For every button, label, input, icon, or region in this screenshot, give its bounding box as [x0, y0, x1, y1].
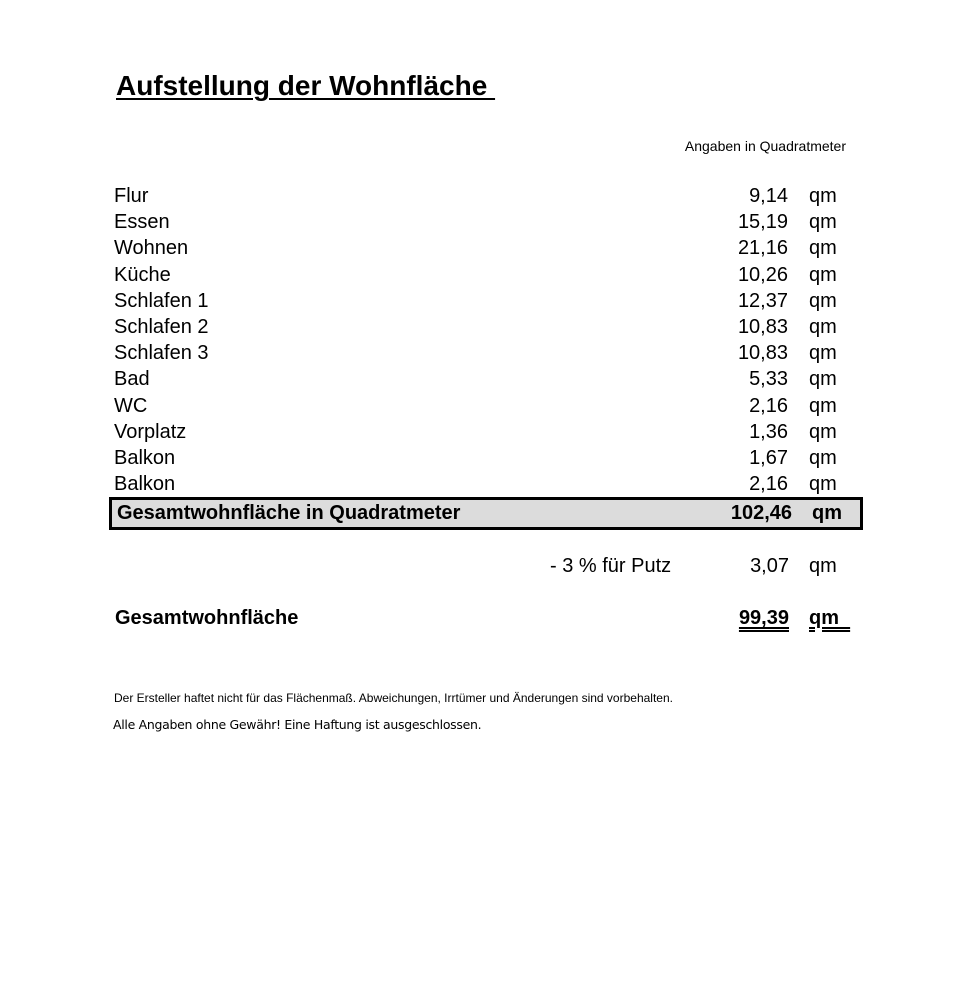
units-note: Angaben in Quadratmeter: [684, 138, 846, 154]
room-row-essen: [114, 209, 844, 235]
net-living-area-unit: qm: [809, 607, 851, 629]
room-area: 1,36: [749, 420, 788, 443]
room-area: 12,37: [737, 289, 788, 312]
room-name: Wohnen: [114, 237, 189, 260]
room-area: 15,19: [737, 211, 788, 234]
room-unit: qm: [809, 473, 837, 496]
room-name: Essen: [114, 211, 170, 234]
room-name: Bad: [114, 368, 150, 391]
room-name: Küche: [114, 263, 171, 286]
room-area: 21,16: [737, 237, 788, 260]
room-area: 5,33: [749, 368, 788, 391]
room-name: Schlafen 2: [114, 315, 209, 338]
room-row-balkon-1: [114, 445, 844, 471]
room-unit: qm: [809, 237, 837, 260]
room-row-schlafen-3: [114, 340, 844, 366]
room-row-kueche: [114, 262, 844, 288]
room-name: Flur: [114, 185, 149, 207]
disclaimer-line-1: Der Ersteller haftet nicht für das Flächenmaß. Abweichungen, Irrtümer und Änderungen sind vorbehalten.: [114, 691, 673, 705]
room-name: Schlafen 1: [114, 289, 209, 312]
room-name: Balkon: [114, 446, 176, 469]
room-area: 10,83: [737, 342, 788, 365]
room-area: 9,14: [749, 185, 788, 207]
room-unit: qm: [809, 211, 837, 234]
room-unit: qm: [809, 368, 837, 391]
room-unit: qm: [809, 446, 837, 469]
room-area: 2,16: [749, 394, 788, 417]
room-unit: qm: [809, 420, 837, 443]
room-unit: qm: [809, 394, 837, 417]
plaster-deduction-value: 3,07: [750, 555, 789, 577]
room-unit: qm: [809, 185, 837, 207]
room-row-wc: [114, 393, 844, 419]
page-title: Aufstellung der Wohnfläche: [116, 70, 496, 101]
room-row-schlafen-2: [114, 314, 844, 340]
total-area-unit: qm: [812, 502, 842, 524]
disclaimer-line-2: Alle Angaben ohne Gewähr! Eine Haftung ist ausgeschlossen.: [113, 717, 482, 732]
room-row-wohnen: [114, 235, 844, 261]
room-unit: qm: [809, 315, 837, 338]
room-unit: qm: [809, 263, 837, 286]
room-name: Balkon: [114, 473, 176, 496]
room-name: Schlafen 3: [114, 342, 209, 365]
plaster-deduction-label: - 3 % für Putz: [550, 555, 672, 577]
room-name: Vorplatz: [114, 420, 187, 443]
room-row-bad: [114, 366, 844, 392]
room-name: WC: [114, 394, 148, 417]
room-unit: qm: [809, 289, 837, 312]
room-area: 10,83: [737, 315, 788, 338]
room-row-schlafen-1: [114, 288, 844, 314]
plaster-deduction-unit: qm: [809, 555, 837, 577]
room-area: 2,16: [749, 473, 788, 496]
net-living-area-value: 99,39: [738, 607, 789, 629]
room-area: 1,67: [749, 446, 788, 469]
net-living-area-label: Gesamtwohnfläche: [115, 607, 299, 629]
total-area-row: [109, 497, 863, 530]
net-living-area-row: [0, 604, 970, 634]
total-area-value: 102,46: [730, 502, 792, 524]
room-row-vorplatz: [114, 419, 844, 445]
total-area-label: Gesamtwohnfläche in Quadratmeter: [117, 502, 461, 524]
room-row-balkon-2: [114, 471, 844, 497]
room-unit: qm: [809, 342, 837, 365]
plaster-deduction-row: [0, 552, 970, 580]
room-area: 10,26: [737, 263, 788, 286]
room-row-flur: [114, 183, 844, 209]
room-list: [114, 183, 844, 497]
